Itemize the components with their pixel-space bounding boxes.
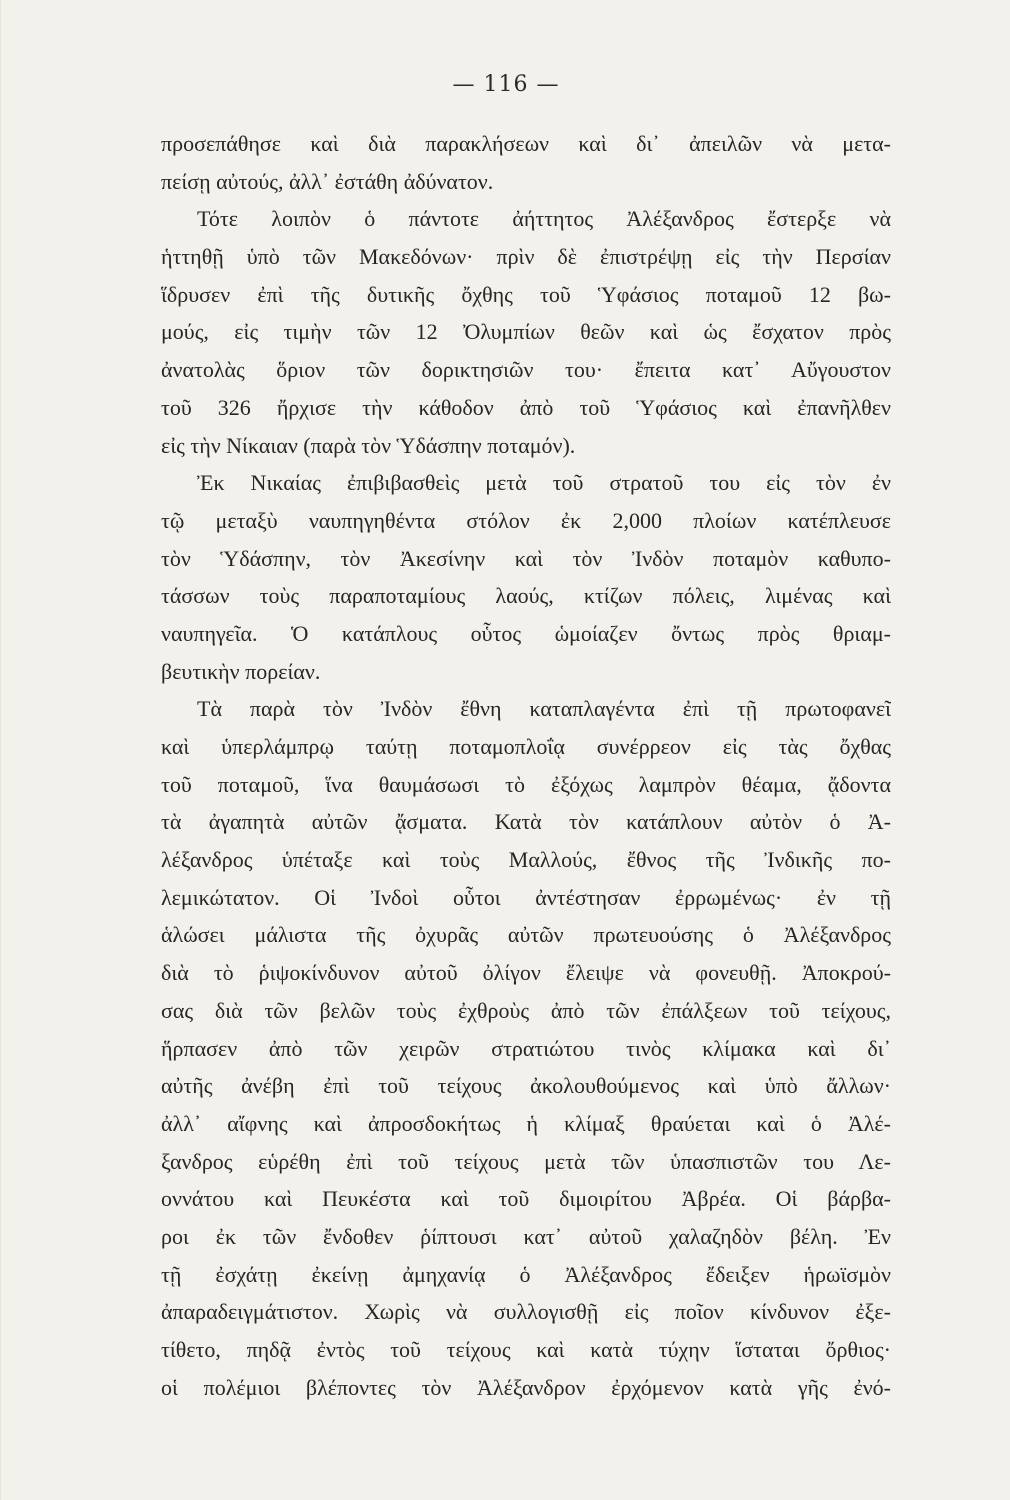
text-line: λέξανδρος ὑπέταξε καὶ τοὺς Μαλλούς, ἔθνος τῆς Ἰνδικῆς πο-	[161, 847, 891, 873]
text-line: τὸν Ὑδάσπην, τὸν Ἀκεσίνην καὶ τὸν Ἰνδὸν ποταμὸν καθυπο-	[161, 545, 891, 571]
text-line: διὰ τὸ ῥιψοκίνδυνον αὐτοῦ ὀλίγον ἔλειψε νὰ φονευθῇ. Ἀποκρού-	[161, 960, 891, 986]
text-line: οννάτου καὶ Πευκέστα καὶ τοῦ διμοιρίτου Ἀβρέα. Οἱ βάρβα-	[161, 1186, 891, 1212]
text-line: σας διὰ τῶν βελῶν τοὺς ἐχθροὺς ἀπὸ τῶν ἐπάλξεων τοῦ τείχους,	[161, 997, 891, 1023]
text-line: ξανδρος εὑρέθη ἐπὶ τοῦ τείχους μετὰ τῶν ὑπασπιστῶν του Λε-	[161, 1148, 891, 1174]
text-line: ἥρπασεν ἀπὸ τῶν χειρῶν στρατιώτου τινὸς κλίμακα καὶ δι᾽	[161, 1035, 891, 1061]
text-line: τάσσων τοὺς παραποταμίους λαούς, κτίζων πόλεις, λιμένας καὶ	[161, 583, 891, 609]
text-line: ἀνατολὰς ὅριον τῶν δορικτησιῶν του· ἔπειτα κατ᾽ Αὔγουστον	[161, 357, 891, 383]
text-line: τῇ ἐσχάτῃ ἐκείνῃ ἀμηχανίᾳ ὁ Ἀλέξανδρος ἔδειξεν ἡρωϊσμὸν	[161, 1261, 891, 1287]
text-line: τὰ ἀγαπητὰ αὐτῶν ᾄσματα. Κατὰ τὸν κατάπλουν αὐτὸν ὁ Ἀ-	[161, 809, 891, 835]
text-line: ἀλλ᾽ αἴφνης καὶ ἀπροσδοκήτως ἡ κλίμαξ θραύεται καὶ ὁ Ἀλέ-	[161, 1110, 891, 1136]
text-line: Τὰ παρὰ τὸν Ἰνδὸν ἔθνη καταπλαγέντα ἐπὶ τῇ πρωτοφανεῖ	[197, 696, 891, 722]
text-line: ἵδρυσεν ἐπὶ τῆς δυτικῆς ὄχθης τοῦ Ὑφάσιος ποταμοῦ 12 βω-	[161, 281, 891, 307]
text-line: προσεπάθησε καὶ διὰ παρακλήσεων καὶ δι᾽ ἀπειλῶν νὰ μετα-	[161, 131, 891, 156]
text-line: Τότε λοιπὸν ὁ πάντοτε ἀήττητος Ἀλέξανδρος ἔστερξε νὰ	[197, 206, 891, 232]
text-line: μούς, εἰς τιμὴν τῶν 12 Ὀλυμπίων θεῶν καὶ ὡς ἔσχατον πρὸς	[161, 319, 891, 345]
text-line: πείσῃ αὐτούς, ἀλλ᾽ ἐστάθη ἀδύνατον.	[161, 168, 494, 194]
text-line: αὐτῆς ἀνέβη ἐπὶ τοῦ τείχους ἀκολουθούμενος καὶ ὑπὸ ἄλλων·	[161, 1073, 891, 1099]
text-line: ἀπαραδειγμάτιστον. Χωρὶς νὰ συλλογισθῇ εἰς ποῖον κίνδυνον ἐξε-	[161, 1299, 891, 1325]
text-line: Ἐκ Νικαίας ἐπιβιβασθεὶς μετὰ τοῦ στρατοῦ του εἰς τὸν ἐν	[197, 470, 891, 496]
text-line: βευτικὴν πορείαν.	[161, 658, 321, 684]
text-line: λεμικώτατον. Οἱ Ἰνδοὶ οὗτοι ἀντέστησαν ἐρρωμένως· ἐν τῇ	[161, 884, 891, 910]
text-line: εἰς τὴν Νίκαιαν (παρὰ τὸν Ὑδάσπην ποταμόν).	[161, 432, 576, 458]
text-line: ναυπηγεῖα. Ὁ κατάπλους οὗτος ὡμοίαζεν ὄντως πρὸς θριαμ-	[161, 620, 891, 646]
text-line: ἡττηθῇ ὑπὸ τῶν Μακεδόνων· πρὶν δὲ ἐπιστρέψῃ εἰς τὴν Περσίαν	[161, 244, 891, 270]
text-line: τοῦ 326 ἤρχισε τὴν κάθοδον ἀπὸ τοῦ Ὑφάσιος καὶ ἐπανῆλθεν	[161, 394, 891, 420]
text-line: ἁλώσει μάλιστα τῆς ὀχυρᾶς αὐτῶν πρωτευούσης ὁ Ἀλέξανδρος	[161, 922, 891, 948]
text-line: ροι ἐκ τῶν ἔνδοθεν ῥίπτουσι κατ᾽ αὐτοῦ χαλαζηδὸν βέλη. Ἐν	[161, 1223, 891, 1249]
body-text	[161, 125, 891, 1406]
text-line: καὶ ὑπερλάμπρῳ ταύτῃ ποταμοπλοΐᾳ συνέρρεον εἰς τὰς ὄχθας	[161, 734, 891, 759]
text-line: τῷ μεταξὺ ναυπηγηθέντα στόλον ἐκ 2,000 πλοίων κατέπλευσε	[161, 507, 891, 533]
page-number: — 116 —	[452, 72, 560, 97]
text-line: οἱ πολέμιοι βλέποντες τὸν Ἀλέξανδρον ἐρχόμενον κατὰ γῆς ἐνό-	[161, 1374, 891, 1400]
text-line: τοῦ ποταμοῦ, ἵνα θαυμάσωσι τὸ ἐξόχως λαμπρὸν θέαμα, ᾄδοντα	[161, 771, 891, 797]
text-line: τίθετο, πηδᾷ ἐντὸς τοῦ τείχους καὶ κατὰ τύχην ἵσταται ὄρθιος·	[161, 1337, 891, 1362]
